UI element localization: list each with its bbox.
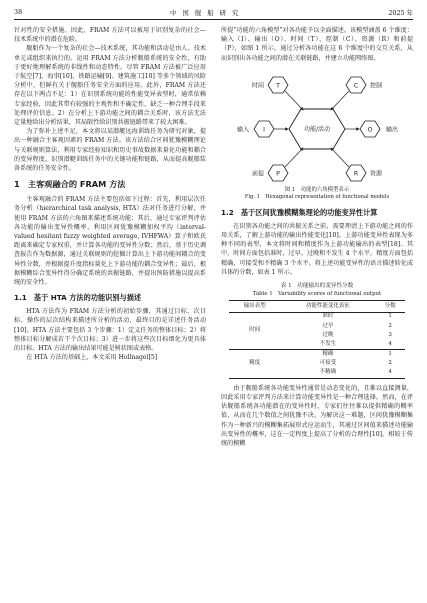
running-header	[14, 6, 413, 18]
table-title-en: Table 1 Variability scores of functional output	[252, 291, 382, 298]
section-heading-1: 1 主客观融合的 FRAM 方法	[14, 179, 126, 190]
intro-paragraph-3: 为了弥补上述不足，本文将以某潜艇远海训练任务为研究对象，提出一种融合主客观因素的 FRAM 方法。该方法结合区间犹豫模糊理论与关联规则算法，利用专家经验知识和历史事故数据来量化功能和耦合的变异程度，识别潜艇训练任务中的关键功能和链路，从而提高舰船装备系统的任务安全性。	[14, 128, 206, 173]
control-connector	[331, 91, 349, 110]
table-cell: 精确	[322, 351, 334, 358]
subsection-1-1-paragraph: HTA 方法作为 FRAM 方法分析的初始步骤，其通过目标、次目标、操作的层次结构来描述所分析的活动，最终目的是详述任务活动[10]。HTA 方法主要包括 3 个步骤：1）定义任务的整体目标；2）将整体目标分解成若干个次目标；3）进一步将这些次目标细化为更具体的目标。HTA 方法的输出结果可能是树状图或表格。	[14, 308, 206, 353]
table-cell: 3	[388, 331, 392, 338]
input-label: 输入	[236, 126, 250, 134]
time-connector	[285, 91, 303, 110]
precondition-connector	[285, 148, 303, 167]
table-cell: 2	[388, 322, 392, 329]
svg-text:O: O	[367, 126, 373, 134]
table-cell: 过晚	[322, 331, 334, 338]
svg-text:R: R	[353, 170, 359, 178]
control-label: 控制	[369, 82, 383, 90]
table-cell: 1	[388, 313, 392, 320]
table-header-cell: 功能性能变化表征	[280, 301, 375, 313]
time-node	[252, 77, 288, 93]
hexagon-diagram	[221, 67, 413, 185]
control-node	[346, 77, 382, 93]
table-title-cn: 表 1 功能输出的变异性分数	[280, 283, 354, 290]
table-header-cell: 分数	[375, 301, 405, 313]
table-cell: 过早	[322, 322, 334, 329]
table-row	[229, 350, 405, 360]
subsection-heading-1-2: 1.2 基于区间犹豫模糊集理论的功能变异性计算	[221, 207, 378, 217]
left-column	[14, 26, 206, 363]
table-cell: 4	[375, 369, 405, 379]
input-node	[237, 121, 274, 137]
figure-intro-paragraph: 所提“功能的六角模型”对各功能予以全面描述。该模型涵盖 6 个维度：输入（I）、输出（O）、时间（T）、控制（C）、资源（R）和前提（P），如图 1 所示。通过分析各功能在这 6 个维度中的交互关系，从而识别出各功能之间的潜在关联链路，并建立功能网络图。	[221, 27, 413, 62]
subsection-heading-1-1: 1.1 基于 HTA 方法的功能识别与描述	[14, 293, 142, 303]
output-node	[360, 121, 398, 137]
table-row	[229, 312, 405, 322]
section-1-paragraph: 主客观融合的 FRAM 方法主要包括如下过程：首先，利用层次任务分析（hierarchical task analysis, HTA）法对任务进行分解，并使用 FRAM 方法的六角图来描述系统功能；其后，通过专家评判评估各功能的输出变异性概率，利用区间犹豫模糊加权平均（interval-valued hesitant fuzzy weighted average, IVHFWA）算子和欧氏距离来确定专家权重，并计算各功能的变异性分数；然后，基于历史调查报告作为数据源，通过关联规则的挖掘计算出上下游功能间耦合的变异性分数，并根据提升度指标量化上下游功能的耦合变异性；最后，根据模糊综合变异性得分确定系统的共振链路，并提出预防措施以提高系统的安全性。	[14, 196, 206, 287]
svg-text:P: P	[276, 170, 280, 178]
precondition-node	[252, 165, 288, 181]
subsection-1-2-paragraph: 在识别各功能之间的共振关系之前，需要理清上下游功能之间的作用关系，了解上游功能的输出性能变化[10]。上游功能变异性表现为多种不同的表型，本文将时间和精度作为上游功能输出的表型[18]。其中，时间方面包括准时、过早、过晚和不发生 4 个水平，精度方面包括精确、可接受和不精确 3 个水平。将上述功能变异性的语言描述转化成具体的分数，如表 1 所示。	[221, 222, 413, 276]
table-header-cell: 输出表型	[229, 301, 280, 313]
table-cell: 不发生	[280, 340, 375, 350]
resource-connector	[331, 148, 349, 167]
function-label: 功能/活动	[303, 125, 331, 133]
svg-text:C: C	[353, 82, 359, 90]
right-column	[221, 26, 413, 448]
table-cell: 可接受	[319, 360, 337, 367]
precondition-label: 前提	[251, 170, 265, 178]
variability-table	[229, 300, 405, 379]
intro-paragraph-continued: 针对性的安全措施。因此，FRAM 方法可以被用于识别复杂的社会—技术系统中的潜在危险。	[14, 27, 206, 44]
table-cell: 4	[375, 340, 405, 350]
header-rule	[14, 19, 413, 20]
svg-text:I: I	[263, 126, 265, 134]
figure-caption-cn: 图 1 功能的六角模型表示	[284, 186, 350, 193]
journal-name: 中 国 舰 船 研 究	[169, 8, 241, 17]
hexagon-figure	[221, 67, 413, 185]
svg-text:T: T	[276, 82, 280, 90]
output-label: 输出	[385, 126, 399, 134]
closing-paragraph: 由于舰船系统各功能变异性通常是动态变化的，且难以直接测量，因此采用专家评判方法来计算功能变异性是一种合理选择。然而，在评估舰船系统各功能潜在的变异性时，专家们往往难以提供精确的概率值，从而在几个数值之间犹豫不决。为解决这一难题，区间犹豫模糊集作为一种新兴的模糊集拓展形式应运而生，其通过区间值来描述功能输出变异性的概率，这在一定程度上提高了分析的合理性[10]。相较于传统的模糊	[221, 384, 413, 448]
intro-paragraph-2: 舰船作为一个复杂的社会—技术系统，其功能和活动是由人、技术单元或组织来执行的。运用 FRAM 方法分析舰船系统的安全性，有助于更好地理解系统的非线性和动态特性。尽管 FRAM 方法被广泛应用于航空[7]、海事[10]、铁路运输[9]、建筑施工[10] 等多个领域的风险分析中，但鲜有关于舰船任务安全方面的应用。此外，FRAM 方法还存在以下两点不足：1）在识别系统功能的性能变异表型时，通常依赖专家经验，因此其带有较强的主观性和不确定性，缺乏一种合理手段来处理评价信息。2）在分析上下游功能之间的耦合关系时，该方法无法定量地给出分析结果，其局限性给识别共振链路带来了较大困难。	[14, 45, 206, 127]
table-cell: 不精确	[280, 369, 375, 379]
time-label: 时间	[251, 82, 265, 90]
group-time: 时间	[229, 312, 280, 350]
table-cell: 1	[388, 351, 392, 358]
table-cell: 2	[388, 360, 392, 367]
table-header-row	[229, 301, 405, 313]
figure-caption-en: Fig. 1 Hexagonal representation of functional models	[244, 194, 390, 201]
page-number: 38	[14, 8, 23, 16]
table-cell: 准时	[322, 313, 334, 320]
resource-label: 资源	[369, 170, 383, 178]
group-precision: 精度	[229, 350, 280, 379]
publication-year: 2025 年	[388, 8, 413, 17]
subsection-1-1-paragraph-2: 在 HTA 方法的基础上，本文采用 Hollnagel[5]	[26, 354, 158, 362]
resource-node	[346, 165, 383, 181]
